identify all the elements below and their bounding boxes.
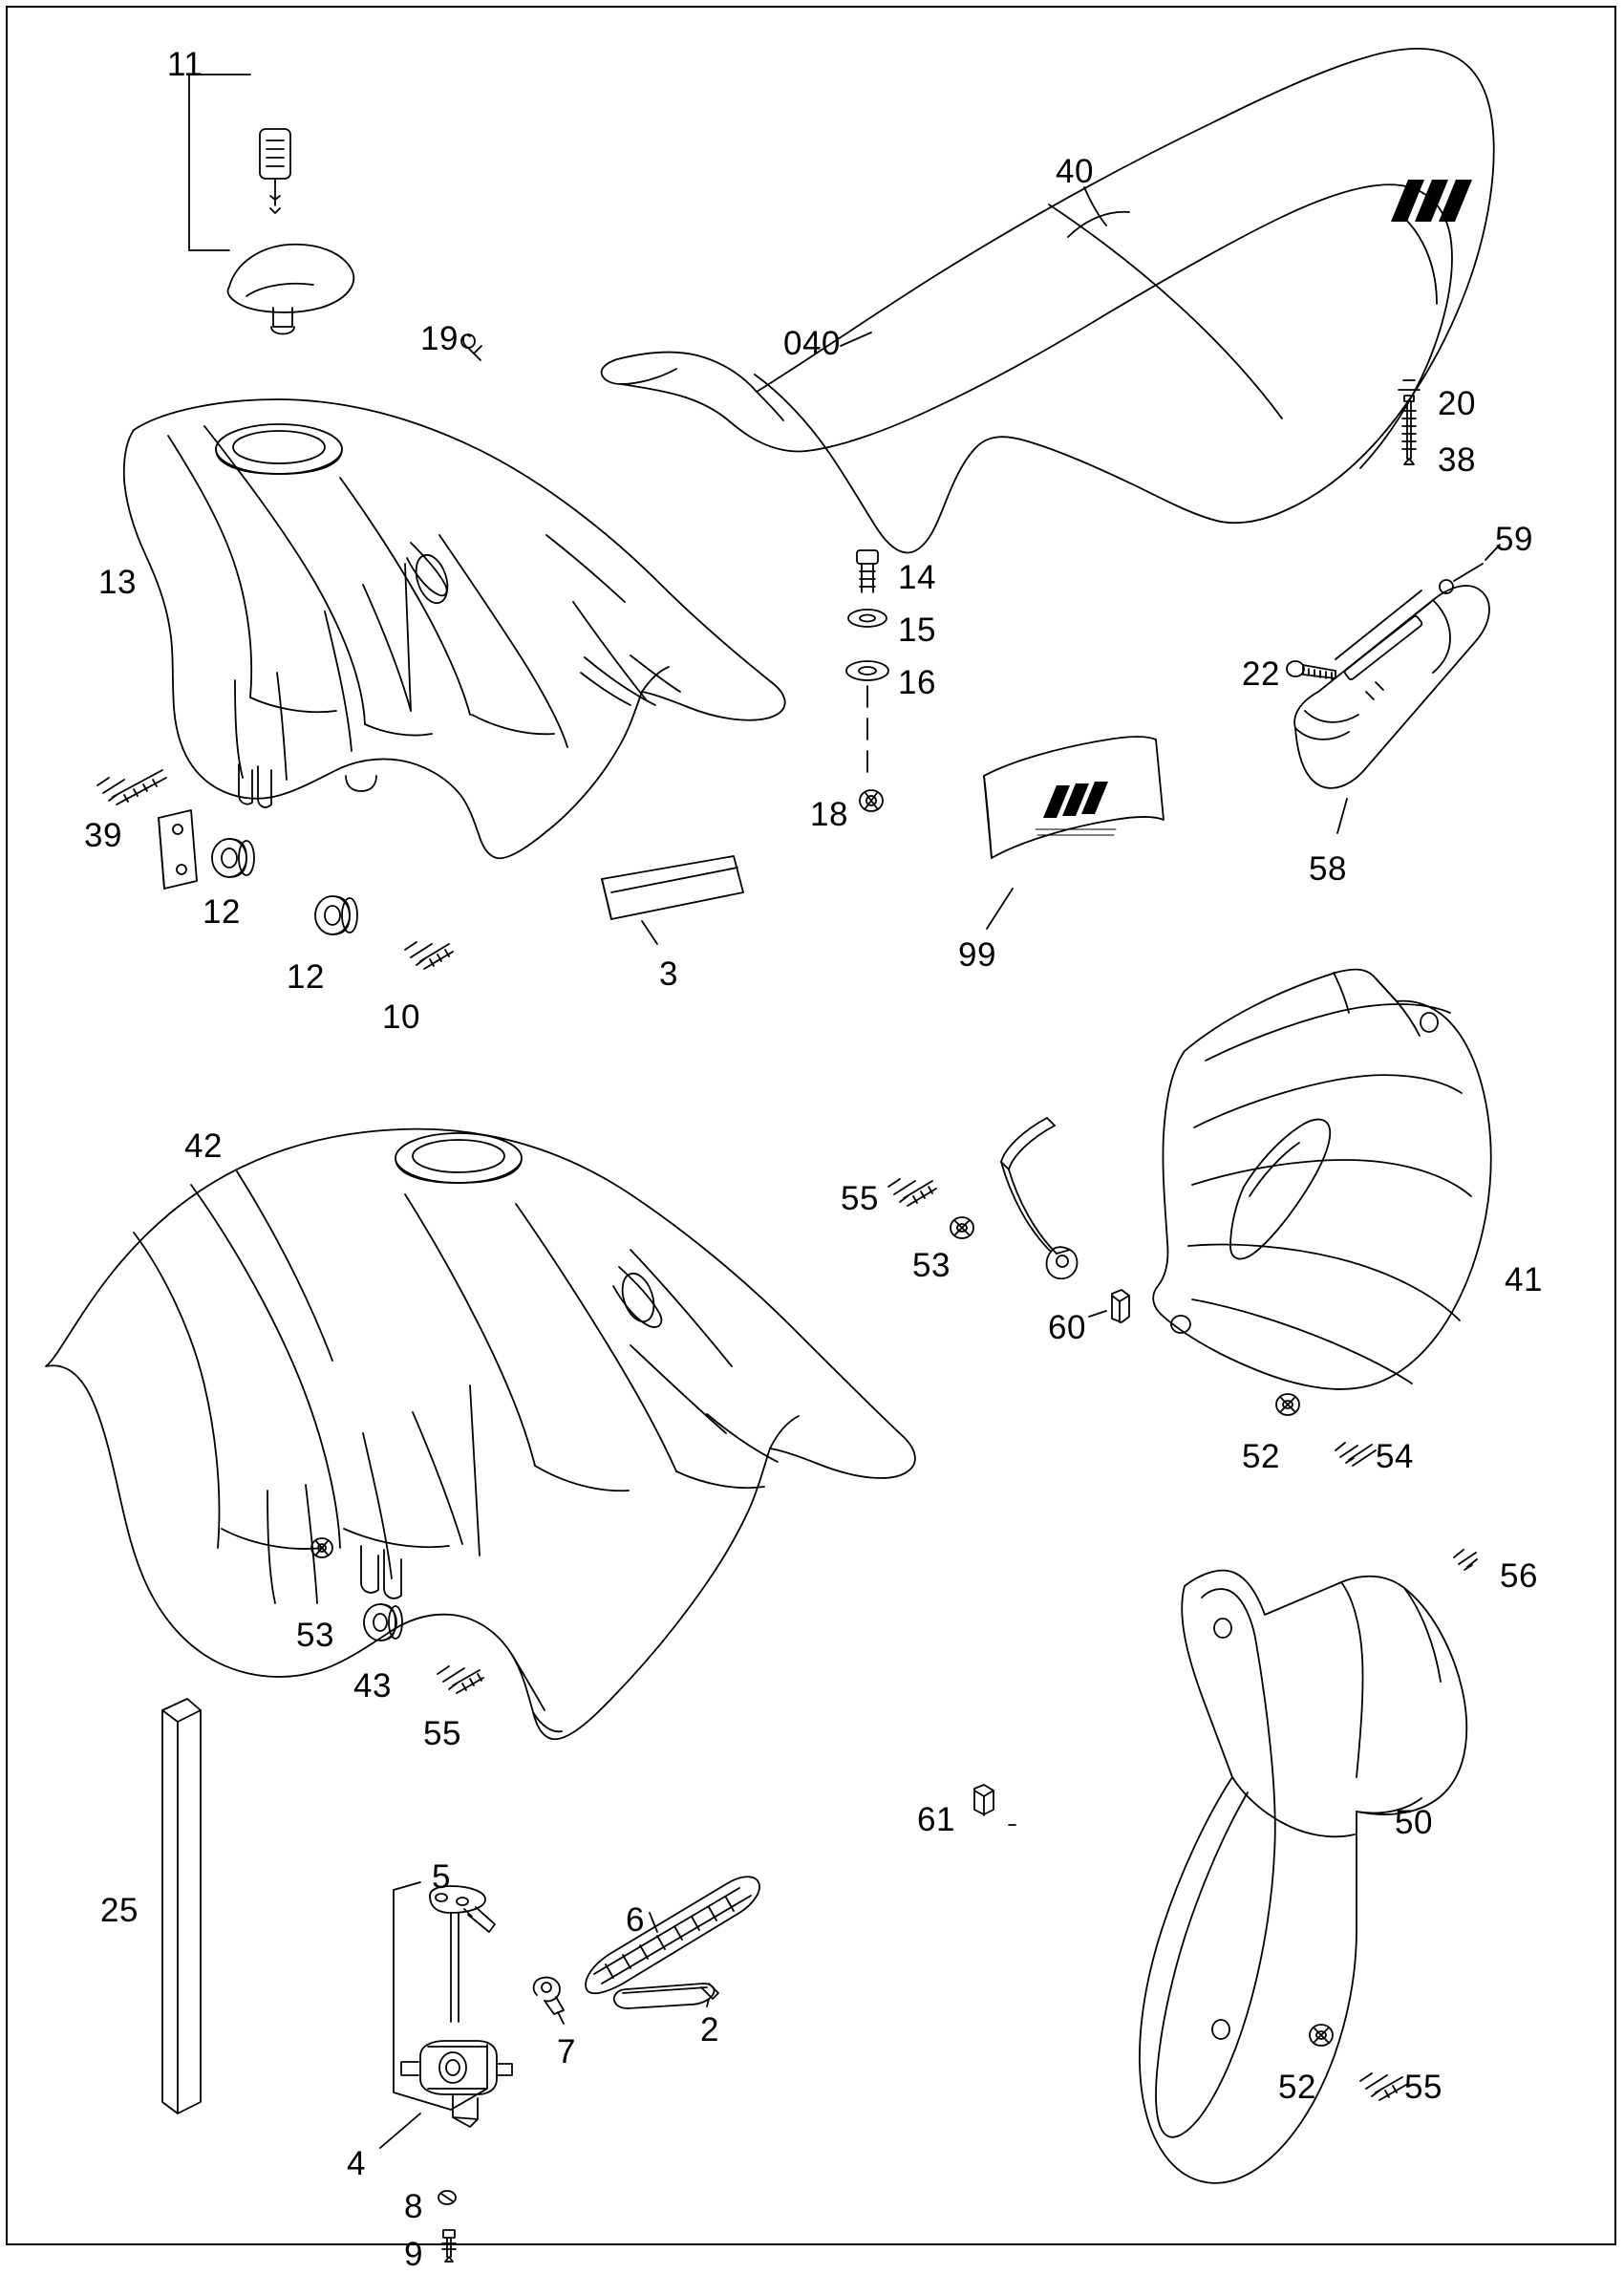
- callout-58: 58: [1309, 850, 1347, 888]
- callout-55-b: 55: [423, 1715, 461, 1752]
- callout-13: 13: [98, 564, 137, 601]
- callout-52-a: 52: [1242, 1438, 1280, 1475]
- callout-22: 22: [1242, 655, 1280, 693]
- callout-10: 10: [382, 998, 420, 1036]
- part-43-bushing: [364, 1604, 402, 1641]
- callout-6: 6: [626, 1901, 645, 1939]
- part-39-bolt: [97, 770, 166, 804]
- part-60-nut: [1112, 1290, 1129, 1322]
- part-22-bolt: [1287, 661, 1336, 679]
- callout-16: 16: [898, 664, 936, 701]
- callout-12-b: 12: [287, 958, 325, 996]
- callout-9: 9: [404, 2236, 423, 2273]
- callout-25: 25: [100, 1892, 139, 1929]
- part-12-bushing-a: [212, 839, 254, 877]
- callout-60-leader: [1089, 1311, 1106, 1317]
- callout-3: 3: [659, 955, 678, 993]
- part-11-ignition-key: [189, 75, 353, 334]
- callout-61: 61: [917, 1801, 955, 1838]
- part-52-washer-upper: [1276, 1394, 1299, 1415]
- callout-7-leader: [558, 2012, 564, 2024]
- part-10-bolt: [405, 942, 453, 969]
- callout-14: 14: [898, 559, 936, 596]
- callout-60: 60: [1048, 1309, 1086, 1346]
- part-13-fuel-tank: [124, 399, 785, 858]
- callout-20: 20: [1438, 385, 1476, 422]
- part-4-fuel-tap-body: [394, 1882, 512, 2127]
- callout-59: 59: [1495, 521, 1533, 558]
- part-55-bolt-lower: [438, 1666, 483, 1693]
- callout-3-leader: [642, 921, 657, 944]
- part-56-screw: [1454, 1550, 1477, 1570]
- callout-38: 38: [1438, 441, 1476, 479]
- part-bracket-plate: [159, 810, 197, 889]
- part-strut: [1001, 1118, 1077, 1278]
- callout-54: 54: [1376, 1438, 1414, 1475]
- callout-58-leader: [1337, 799, 1347, 833]
- callout-50: 50: [1395, 1804, 1433, 1841]
- callout-53-b: 53: [296, 1617, 334, 1654]
- part-54-screw: [1336, 1443, 1376, 1466]
- part-5-fuel-tap-plate: [430, 1886, 495, 2022]
- part-99-decal-ktm-text: [1043, 782, 1108, 818]
- callout-43: 43: [353, 1667, 392, 1705]
- callout-4: 4: [347, 2145, 366, 2182]
- part-52-washer-lower: [1310, 2025, 1333, 2046]
- callout-52-b: 52: [1278, 2069, 1316, 2106]
- part-55-bolt-upper: [888, 1179, 936, 1206]
- callout-55-a: 55: [841, 1180, 879, 1217]
- callout-8: 8: [404, 2188, 423, 2225]
- part-18-nut: [860, 790, 883, 811]
- part-58-59-silencer: [1294, 564, 1489, 788]
- callout-55-c: 55: [1404, 2069, 1442, 2106]
- part-25-strip: [162, 1699, 201, 2113]
- callout-39: 39: [84, 817, 122, 854]
- callout-2: 2: [700, 2011, 719, 2049]
- part-6-fuel-hose: [586, 1877, 759, 1993]
- part-61-nut: [974, 1785, 1022, 1825]
- callout-99-leader: [987, 889, 1013, 929]
- part-14-bolt: [857, 550, 878, 592]
- part-16-washer: [846, 661, 888, 680]
- part-20-38-bolt: [1399, 380, 1420, 464]
- part-2-hose-clamp: [614, 1984, 718, 2008]
- part-3-pad-strip: [602, 856, 743, 919]
- callout-7: 7: [557, 2033, 576, 2070]
- part-55-bolt-bottom: [1360, 2073, 1406, 2100]
- part-53-washer-upper: [951, 1217, 973, 1238]
- callout-11: 11: [167, 46, 203, 83]
- callout-53-a: 53: [912, 1247, 951, 1284]
- part-19-screw: [461, 334, 481, 360]
- callout-12-a: 12: [203, 893, 241, 931]
- callout-5: 5: [432, 1858, 451, 1896]
- part-040-seat: [602, 49, 1494, 553]
- callout-15: 15: [898, 611, 936, 649]
- part-9-screw: [442, 2230, 456, 2262]
- callout-18: 18: [810, 796, 848, 833]
- part-41-side-panel: [1153, 970, 1491, 1389]
- callout-56: 56: [1500, 1557, 1538, 1595]
- callout-42: 42: [184, 1127, 223, 1165]
- part-12-bushing-b: [315, 896, 357, 934]
- part-99-decal-subtext: [1036, 829, 1116, 835]
- callout-4-leader: [380, 2113, 420, 2148]
- part-7-clamp: [534, 1978, 564, 2014]
- callout-40: 40: [1056, 153, 1094, 190]
- callout-040: 040: [783, 325, 841, 362]
- callout-99: 99: [958, 936, 996, 974]
- callout-19: 19: [420, 320, 459, 357]
- part-42-fuel-tank: [46, 1129, 915, 1740]
- part-8-clip: [438, 2191, 456, 2204]
- callout-41: 41: [1505, 1261, 1543, 1298]
- part-15-washer: [848, 610, 887, 627]
